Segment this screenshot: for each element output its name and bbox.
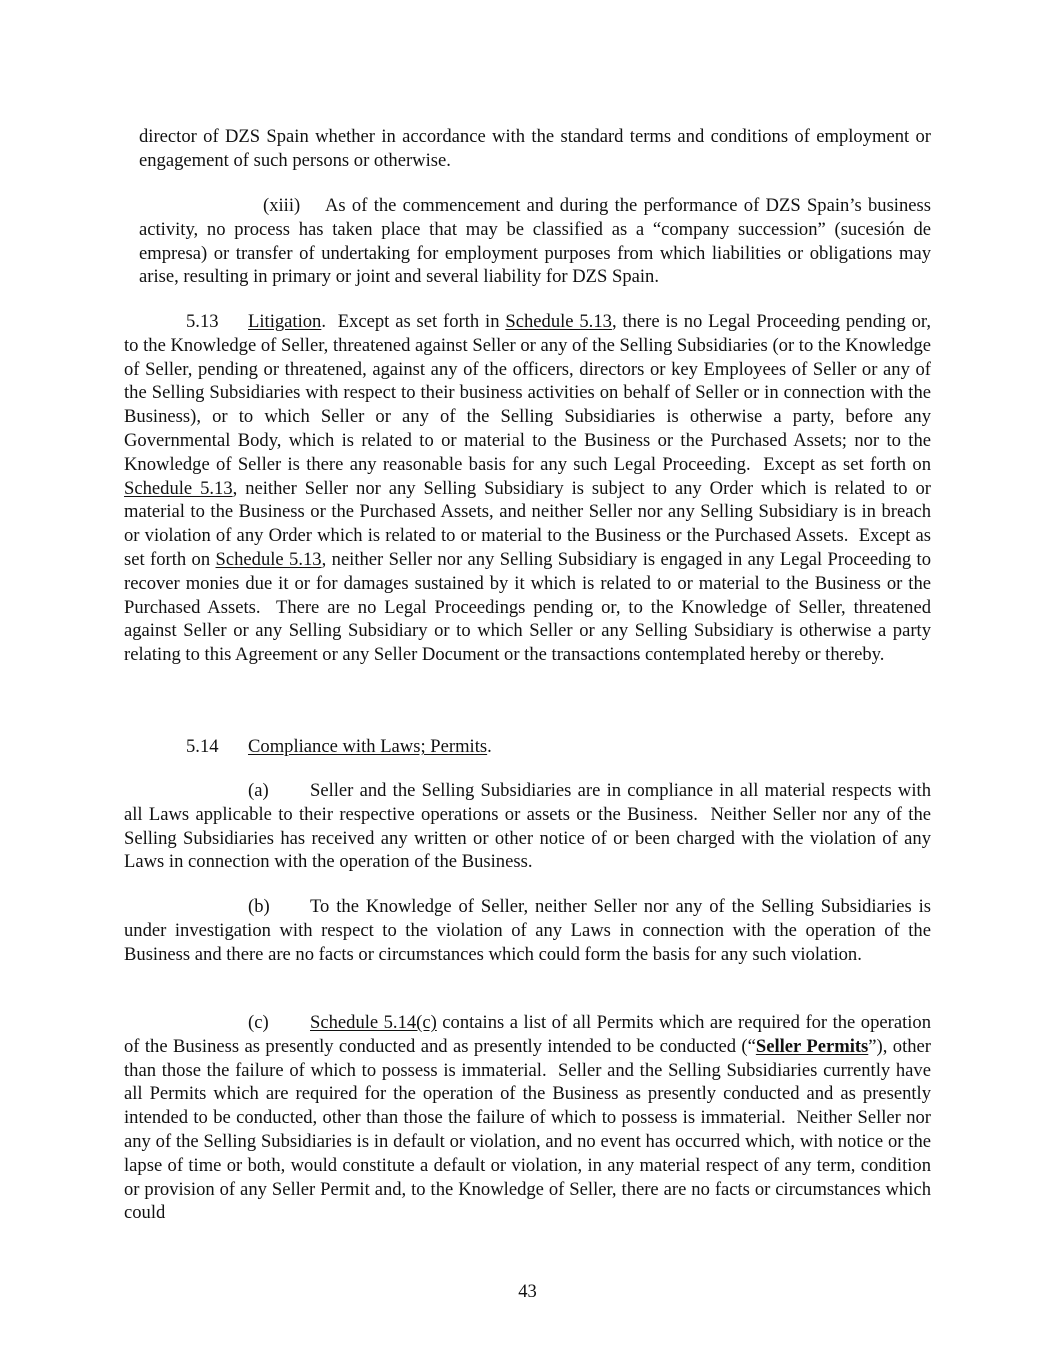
section-5-14-heading bbox=[186, 735, 886, 759]
subsection-c bbox=[124, 1011, 936, 1225]
subsection-b bbox=[124, 895, 931, 966]
paragraph-text: Seller and the Selling Subsidiaries are in compliance in all material respects with all Laws applicable to their respective operations or assets or the Business. Neither Seller nor any of the Selling Subsidiaries has received any written or other notice of or been charged with the violation of any Laws in connection with the operation of the Business. bbox=[124, 780, 936, 873]
text-segment: , neither Seller nor any Selling Subsidiary is engaged in any Legal Proceeding to recover monies due it or for damages sustained by it which is related to or material to the Business or the Purchased Assets. There are no Legal Proceedings pending or, to the Knowledge of Seller, threatened against Seller or any Selling Subsidiary or to which Seller or any Selling Subsidiary is otherwise a party relating to this Agreement or any Seller Document or the transactions contemplated hereby or thereby. bbox=[124, 548, 936, 666]
subsection-label: (a) bbox=[248, 780, 269, 801]
page-number: 43 bbox=[518, 1281, 537, 1302]
paragraph-xii-continuation bbox=[139, 125, 931, 173]
paragraph-text: As of the commencement and during the performance of DZS Spain’s business activity, no process has taken place that may be classified as a “company succession” (sucesión de empresa) or transfer of undertaking for employment purposes from which liabilities or obligations may arise, resulting in primary or joint and several liability for DZS Spain. bbox=[139, 195, 931, 288]
text-segment: , neither Seller nor any Selling Subsidiary is subject to any Order which is related to or material to the Business or the Purchased Assets, and neither Seller nor any Selling Subsidiary is in breach or violation of any Order which is related to or material to the Business or the Purchased Assets. Except as set forth on bbox=[124, 477, 936, 570]
schedule-reference: Schedule 5.13 bbox=[124, 477, 233, 499]
subsection-a bbox=[124, 779, 936, 874]
heading-punctuation: . bbox=[487, 736, 492, 757]
schedule-reference: Schedule 5.13 bbox=[505, 311, 612, 332]
text-segment: Except as set forth in bbox=[326, 311, 506, 332]
section-heading: Litigation bbox=[248, 311, 322, 332]
text-segment: , there is no Legal Proceeding pending or, to the Knowledge of Seller, threatened against Seller or any of the Selling Subsidiaries (or to the Knowledge of Seller, pending or threatened, against any of the officers, directors or key Employees of Seller or any of the Selling Subsidiaries with respect to their business activities on behalf of Seller or in connection with the Business), or to which Seller or any of the Selling Subsidiaries is otherwise a party, before any Governmental Body, which is related to or material to the Business or the Purchased Assets; nor to the Knowledge of Seller is there any reasonable basis for any such Legal Proceeding. Except as set forth on bbox=[124, 311, 936, 475]
heading-punctuation: . bbox=[321, 311, 326, 332]
text-segment: ”), other than those the failure of which to possess is immaterial. Seller and the Selling Subsidiaries currently have all Permits which are required for the operation of the Business as presently conducted and as presently intended to be conducted, other than those the failure of which to possess is immaterial. Neither Seller nor any of the Selling Subsidiaries is in default or violation, and no event has occurred which, with notice or the lapse of time or both, would constitute a default or violation, in any material respect of any term, condition or provision of any Seller Permit and, to the Knowledge of Seller, there are no facts or circumstances which could bbox=[124, 1035, 936, 1224]
paragraph-xiii bbox=[139, 194, 931, 289]
schedule-reference: Schedule 5.13 bbox=[215, 548, 322, 570]
schedule-reference: Schedule 5.14(c) bbox=[310, 1012, 437, 1033]
section-number: 5.14 bbox=[186, 736, 219, 757]
subsection-label: (b) bbox=[248, 896, 270, 917]
defined-term: Seller Permits bbox=[755, 1035, 869, 1057]
paragraph-text: To the Knowledge of Seller, neither Seller nor any of the Selling Subsidiaries is under investigation with respect to the violation of any Laws in connection with the operation of the Business and there are no facts or circumstances which could form the basis for any such violation. bbox=[124, 896, 931, 965]
paragraph-text: director of DZS Spain whether in accordance with the standard terms and conditions of employment or engagement of such persons or otherwise. bbox=[139, 126, 931, 171]
item-number: (xiii) bbox=[263, 195, 301, 216]
subsection-label: (c) bbox=[248, 1012, 269, 1033]
section-5-13-litigation bbox=[124, 310, 936, 667]
section-heading: Compliance with Laws; Permits bbox=[248, 736, 488, 757]
section-number: 5.13 bbox=[186, 311, 219, 332]
text-segment: contains a list of all Permits which are required for the operation of the Business as presently conducted and as presently intended to be conducted (“ bbox=[124, 1012, 931, 1057]
